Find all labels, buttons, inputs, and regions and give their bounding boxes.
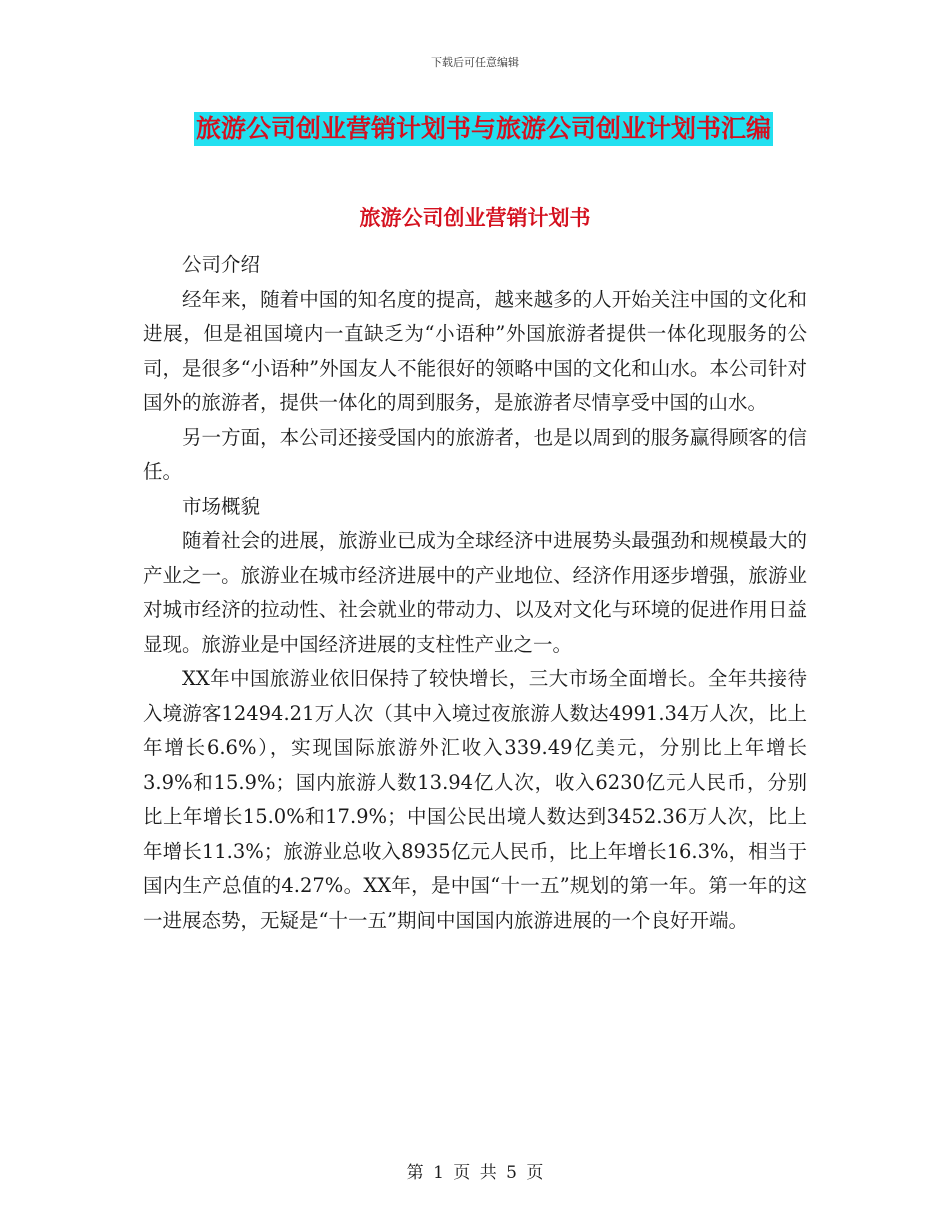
body-paragraph: 另一方面，本公司还接受国内的旅游者，也是以周到的服务赢得顾客的信任。 bbox=[143, 425, 807, 483]
page-number-footer: 第 1 页 共 5 页 bbox=[406, 1163, 544, 1183]
document-body bbox=[143, 248, 807, 938]
document-section-title: 旅游公司创业营销计划书 bbox=[359, 206, 591, 230]
page-header-note: 下载后可任意编辑 bbox=[431, 56, 519, 69]
section-heading-company-intro: 公司介绍 bbox=[182, 253, 261, 276]
body-paragraph: 经年来，随着中国的知名度的提高，越来越多的人开始关注中国的文化和进展，但是祖国境内一直缺乏为“小语种”外国旅游者提供一体化现服务的公司，是很多“小语种”外国友人不能很好的领略中国的文化和山水。本公司针对国外的旅游者，提供一体化的周到服务，是旅游者尽情享受中国的山水。 bbox=[143, 287, 807, 414]
body-paragraph: 随着社会的进展，旅游业已成为全球经济中进展势头最强劲和规模最大的产业之一。旅游业在城市经济进展中的产业地位、经济作用逐步增强，旅游业对城市经济的拉动性、社会就业的带动力、以及对文化与环境的促进作用日益显现。旅游业是中国经济进展的支柱性产业之一。 bbox=[143, 529, 807, 656]
section-heading-market-overview: 市场概貌 bbox=[182, 494, 261, 518]
document-main-title: 旅游公司创业营销计划书与旅游公司创业计划书汇编 bbox=[194, 112, 773, 146]
body-paragraph: XX年中国旅游业依旧保持了较快增长，三大市场全面增长。全年共接待入境游客12494.21万人次（其中入境过夜旅游人数达4991.34万人次，比上年增长6.6%），实现国际旅游外汇收入339.49亿美元，分别比上年增长3.9%和15.9%；国内旅游人数13.94亿人次，收入6230亿元人民币，分别比上年增长15.0%和17.9%；中国公民出境人数达到3452.36万人次，比上年增长11.3%；旅游业总收入8935亿元人民币，比上年增长16.3%，相当于国内生产总值的4.27%。XX年，是中国“十一五”规划的第一年。第一年的这一进展态势，无疑是“十一五”期间中国国内旅游进展的一个良好开端。 bbox=[143, 667, 807, 932]
